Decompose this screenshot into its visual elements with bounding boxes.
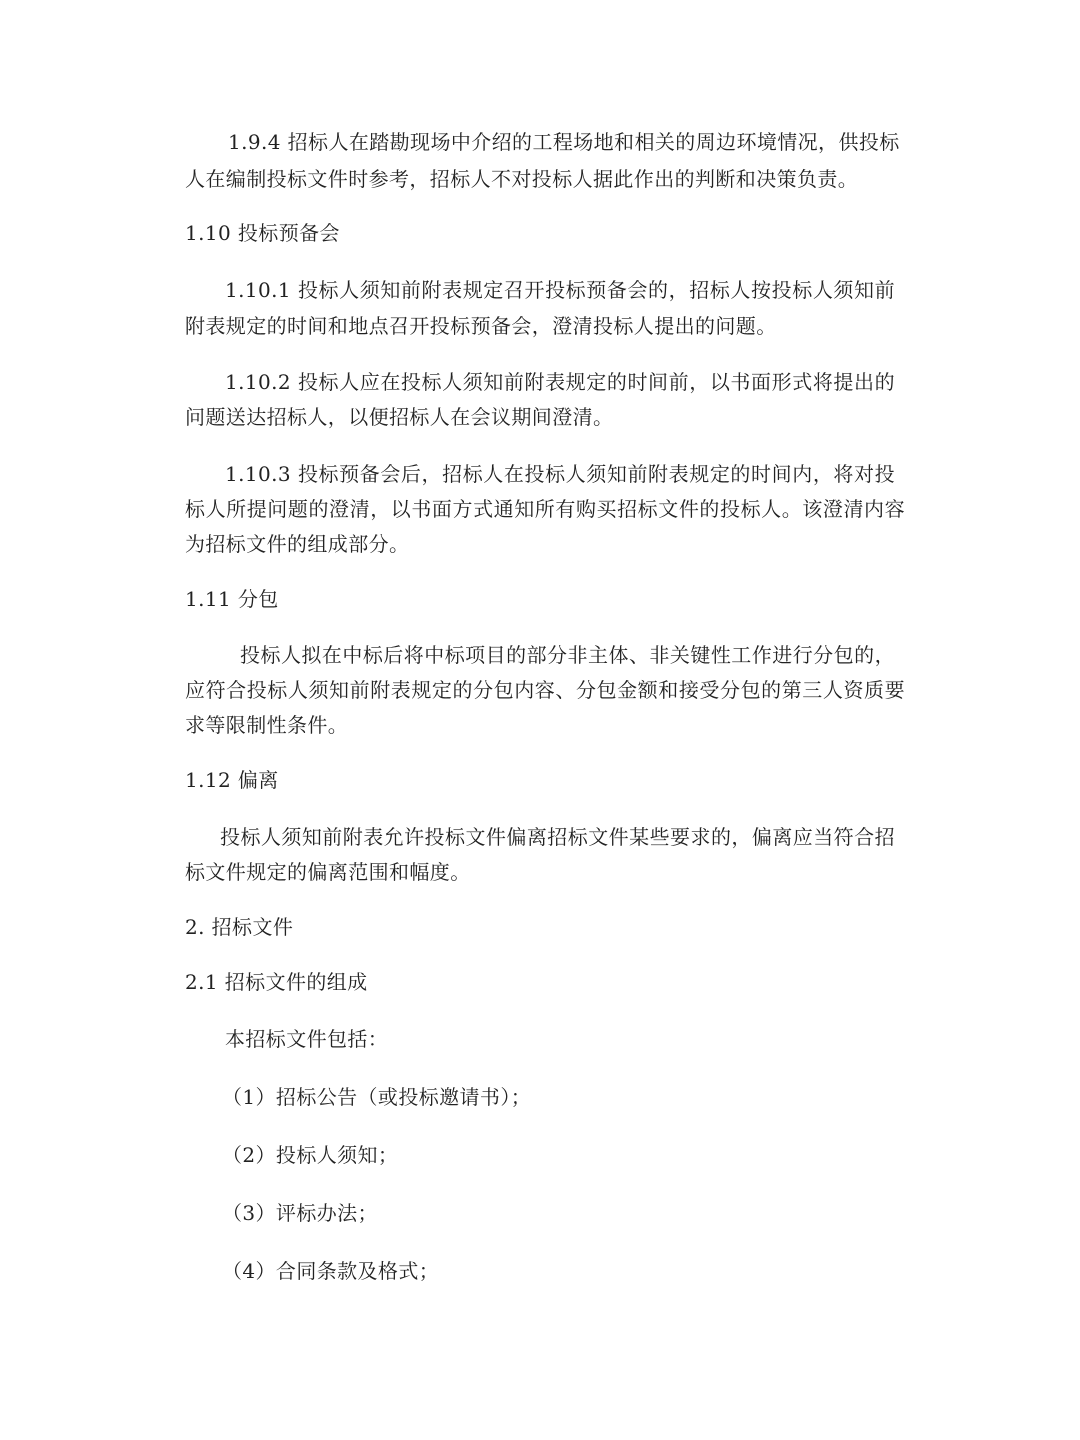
paragraph-1-10-2-line-1: 1.10.2 投标人应在投标人须知前附表规定的时间前，以书面形式将提出的: [225, 370, 895, 394]
list-item: （1）招标公告（或投标邀请书）；: [222, 1085, 532, 1109]
list-item: （3）评标办法；: [222, 1201, 378, 1225]
list-item: （2）投标人须知；: [222, 1143, 399, 1167]
paragraph-1-10-1-line-1: 1.10.1 投标人须知前附表规定召开投标预备会的，招标人按投标人须知前: [225, 278, 895, 302]
paragraph-1-11-line-2: 应符合投标人须知前附表规定的分包内容、分包金额和接受分包的第三人资质要: [185, 678, 905, 702]
heading-2: 2. 招标文件: [185, 915, 294, 939]
paragraph-2-1-intro: 本招标文件包括：: [225, 1027, 389, 1051]
paragraph-1-10-1-line-2: 附表规定的时间和地点召开投标预备会，澄清投标人提出的问题。: [185, 314, 777, 338]
paragraph-1-9-4-line-1: 1.9.4 招标人在踏勘现场中介绍的工程场地和相关的周边环境情况，供投标: [228, 130, 900, 154]
paragraph-1-11-line-3: 求等限制性条件。: [185, 713, 349, 737]
paragraph-1-10-3-line-3: 为招标文件的组成部分。: [185, 532, 410, 556]
paragraph-1-10-3-line-1: 1.10.3 投标预备会后，招标人在投标人须知前附表规定的时间内，将对投: [225, 462, 895, 486]
paragraph-1-10-3-line-2: 标人所提问题的澄清，以书面方式通知所有购买招标文件的投标人。该澄清内容: [185, 497, 905, 521]
paragraph-1-11-line-1: 投标人拟在中标后将中标项目的部分非主体、非关键性工作进行分包的，: [240, 643, 895, 667]
paragraph-1-10-2-line-2: 问题送达招标人，以便招标人在会议期间澄清。: [185, 405, 614, 429]
paragraph-1-12-line-2: 标文件规定的偏离范围和幅度。: [185, 860, 471, 884]
paragraph-1-9-4-line-2: 人在编制投标文件时参考，招标人不对投标人据此作出的判断和决策负责。: [185, 167, 859, 191]
heading-1-10: 1.10 投标预备会: [185, 221, 340, 245]
paragraph-1-12-line-1: 投标人须知前附表允许投标文件偏离招标文件某些要求的，偏离应当符合招: [220, 825, 895, 849]
list-item: （4）合同条款及格式；: [222, 1259, 440, 1283]
heading-2-1: 2.1 招标文件的组成: [185, 970, 368, 994]
heading-1-12: 1.12 偏离: [185, 768, 279, 792]
heading-1-11: 1.11 分包: [185, 587, 279, 611]
